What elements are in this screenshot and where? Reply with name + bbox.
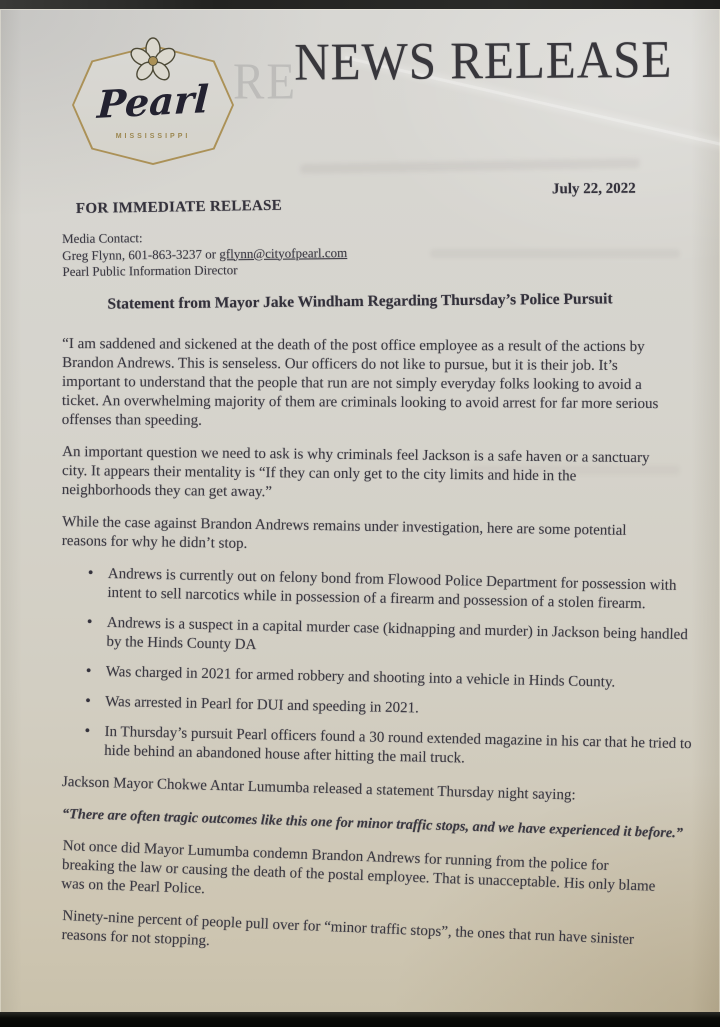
contact-email-link: gflynn@cityofpearl.com <box>219 244 348 261</box>
media-contact-role: Pearl Public Information Director <box>62 262 238 279</box>
bullet-item: • Andrews is a suspect in a capital murder case (kidnapping and murder) in Jackson being handled by the Hinds County DA <box>62 613 703 664</box>
bleedthrough-smudge <box>300 158 640 174</box>
media-contact-block <box>62 228 347 280</box>
body-paragraph: Ninety-nine percent of people pull over for “minor traffic stops”, the ones that run have sinister reasons for not stopping. <box>61 908 635 950</box>
body-paragraph: Jackson Mayor Chokwe Antar Lumumba released a statement Thursday night saying: <box>61 774 576 804</box>
body-paragraph: While the case against Brandon Andrews remains under investigation, here are some potential reasons for why he didn’t stop. <box>61 514 627 552</box>
pearl-city-logo <box>72 45 234 165</box>
bleedthrough-smudge <box>430 249 680 258</box>
body-paragraph: Not once did Mayor Lumumba condemn Brandon Andrews for running from the police for breaking the law or causing the death of the postal employee. That is unacceptable. His only blame was on the Pearl Police. <box>61 838 656 898</box>
bullet-item: • Was charged in 2021 for armed robbery and shooting into a vehicle in Hinds County. <box>62 662 702 694</box>
release-date: July 22, 2022 <box>552 180 637 198</box>
body-paragraph: “There are often tragic outcomes like this one for minor traffic stops, and we have experienced it before.” <box>61 806 684 842</box>
bullet-item: • Was arrested in Pearl for DUI and speeding in 2021. <box>61 692 701 724</box>
bullet-item: • Andrews is currently out on felony bond from Flowood Police Department for possession with intent to sell narcotics while in possession of a firearm and possession of a stolen firearm. <box>63 564 704 615</box>
for-immediate-release-label: FOR IMMEDIATE RELEASE <box>75 197 283 217</box>
reasons-bullet-list <box>60 564 704 773</box>
statement-headline: Statement from Mayor Jake Windham Regarding Thursday’s Police Pursuit <box>107 290 613 313</box>
bullet-item: • In Thursday’s pursuit Pearl officers found a 30 round extended magazine in his car that he tried to hide behind an abandoned house after hitting the mail truck. <box>60 722 701 773</box>
bleedthrough-ghost-text: RE <box>233 53 298 111</box>
news-release-document <box>0 9 720 1013</box>
masthead-title: NEWS RELEASE <box>294 29 673 92</box>
media-contact-label: Media Contact: <box>62 230 143 246</box>
logo-subtitle: MISSISSIPPI <box>115 133 191 140</box>
media-contact-line: Greg Flynn, 601-863-3237 or gflynn@cityofpearl.com <box>62 244 348 263</box>
photo-top-edge <box>0 0 720 9</box>
photo-bottom-edge <box>0 1012 720 1027</box>
body-paragraph: “I am saddened and sickened at the death of the post office employee as a result of the actions by Brandon Andrews. This is senseless. Our officers do not like to pursue, but it is their job. It’s important to understand that the people that run are not simply everyday folks looking to avoid a ticket. An overwhelming majority of them are criminals looking to avoid arrest for far more serious offenses than speeding. <box>61 336 659 429</box>
logo-wordmark: Pearl <box>96 76 210 127</box>
body-paragraph: An important question we need to ask is why criminals feel Jackson is a safe haven or a sanctuary city. It appears their mentality is “If they can only get to the city limits and hide in the neighborhoods they can get away.” <box>61 444 650 501</box>
statement-body <box>62 335 702 958</box>
